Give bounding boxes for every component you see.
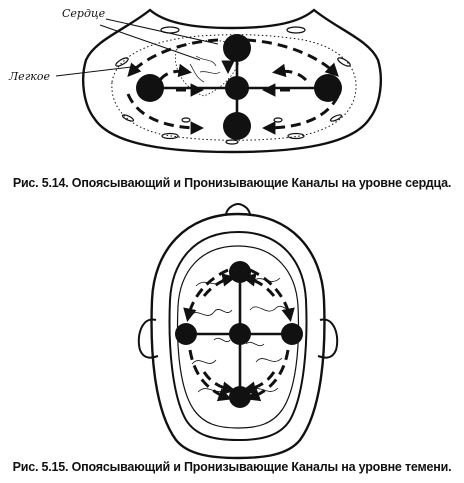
node-top xyxy=(223,34,251,62)
node-center xyxy=(225,76,249,100)
label-heart: Сердце xyxy=(62,7,106,20)
nose-outline xyxy=(226,204,250,214)
left-ear xyxy=(139,319,158,357)
right-ear xyxy=(318,319,337,357)
crown-node-right xyxy=(281,323,303,345)
figure-caption-5-14: Рис. 5.14. Опоясывающий и Пронизывающие Каналы на уровне сердца. xyxy=(12,176,452,190)
crown-node-top xyxy=(229,261,251,283)
heart-vessels xyxy=(190,56,220,82)
crown-node-left xyxy=(175,323,197,345)
figure-caption-5-15: Рис. 5.15. Опоясывающий и Пронизывающие Каналы на уровне темени. xyxy=(12,460,452,474)
crown-level-diagram xyxy=(139,204,337,458)
node-left xyxy=(136,74,164,102)
crown-node-center xyxy=(229,323,251,345)
node-right xyxy=(314,74,342,102)
heart-level-diagram xyxy=(8,7,381,152)
node-bottom xyxy=(223,112,251,140)
label-lung: Легкое xyxy=(9,70,50,83)
crown-node-bottom xyxy=(229,386,251,408)
